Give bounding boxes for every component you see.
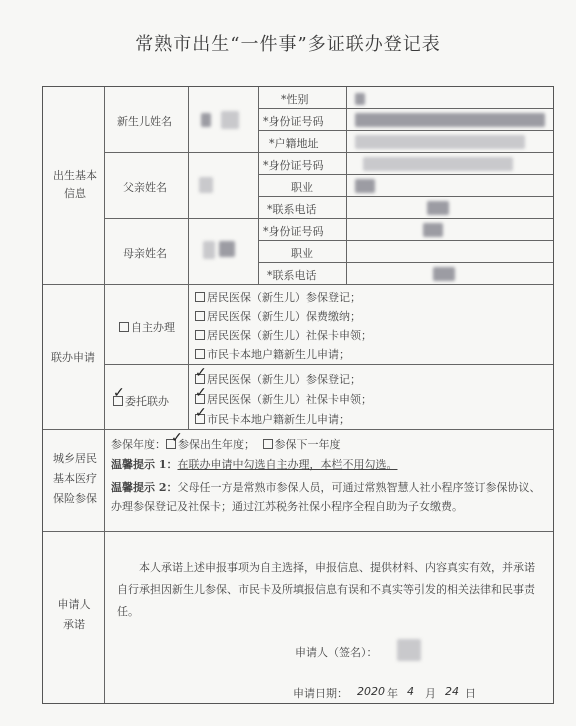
tip2-text: 父母任一方是常熟市参保人员，可通过常熟智慧人社小程序签订参保协议、办理参保登记及社保卡；通过江苏税务社保小程序全程自助为子女缴费。 bbox=[111, 481, 541, 513]
mother-id-redacted bbox=[423, 223, 443, 237]
opt-birth-year-label: 参保出生年度； bbox=[178, 438, 255, 451]
date-year: 2020 bbox=[357, 685, 385, 698]
entrust-item-1-label: 居民医保（新生儿）参保登记； bbox=[207, 373, 361, 386]
date-day: 24 bbox=[445, 685, 459, 698]
date-year-unit: 年 bbox=[387, 687, 398, 700]
section-insurance-label: 城乡居民基本医疗保险参保 bbox=[53, 452, 97, 505]
self-item-4[interactable] bbox=[195, 346, 350, 362]
entrust-label: 委托联办 bbox=[125, 395, 169, 408]
self-item-3-label: 居民医保（新生儿）社保卡申领； bbox=[207, 329, 372, 342]
entrust-item-1-checkmark: ✓ bbox=[195, 365, 207, 381]
opt-next-year-checkbox[interactable] bbox=[263, 439, 273, 449]
form-table bbox=[42, 86, 554, 704]
applicant-promise: 本人承诺上述申报事项为自主选择，申报信息、提供材料、内容真实有效，并承诺自行承担因新生儿参保、市民卡及所填报信息有误和不真实等引发的相关法律和民事责任。 bbox=[117, 561, 535, 618]
mother-name-redacted-2 bbox=[219, 241, 235, 257]
hukou-label: *户籍地址 bbox=[269, 137, 319, 150]
hukou-redacted bbox=[355, 135, 525, 149]
self-item-2-checkbox[interactable] bbox=[195, 311, 205, 321]
self-item-4-checkbox[interactable] bbox=[195, 349, 205, 359]
self-item-1-checkbox[interactable] bbox=[195, 292, 205, 302]
entrust-item-3-checkmark: ✓ bbox=[195, 405, 207, 421]
entrust-item-2[interactable] bbox=[195, 391, 372, 407]
father-name-label: 父亲姓名 bbox=[123, 181, 167, 194]
self-item-3-checkbox[interactable] bbox=[195, 330, 205, 340]
self-handle-option[interactable] bbox=[119, 319, 175, 335]
father-phone-redacted bbox=[427, 201, 449, 215]
opt-birth-year-checkmark: ✓ bbox=[171, 430, 183, 446]
gender-label: *性别 bbox=[281, 93, 309, 106]
mother-phone-redacted bbox=[433, 267, 455, 281]
father-phone-value-cell bbox=[347, 197, 553, 219]
mother-id-value-cell bbox=[347, 219, 553, 241]
entrust-checkmark: ✓ bbox=[113, 385, 125, 401]
self-item-4-label: 市民卡本地户籍新生儿申请； bbox=[207, 348, 350, 361]
entrust-item-1[interactable] bbox=[195, 371, 361, 387]
date-month-unit: 月 bbox=[425, 687, 436, 700]
newborn-id-redacted bbox=[355, 113, 545, 127]
insurance-year-row bbox=[111, 436, 341, 452]
mother-job-label: 职业 bbox=[291, 247, 313, 260]
mother-id-label: *身份证号码 bbox=[263, 225, 324, 238]
self-item-1[interactable] bbox=[195, 289, 361, 305]
section-birth-info-label: 出生基本信息 bbox=[53, 169, 97, 200]
self-item-2-label: 居民医保（新生儿）保费缴纳； bbox=[207, 310, 361, 323]
entrust-item-3-label: 市民卡本地户籍新生儿申请； bbox=[207, 413, 350, 426]
tip2-label: 温馨提示 2： bbox=[111, 481, 178, 494]
insurance-year-label: 参保年度： bbox=[111, 438, 166, 451]
father-job-value-cell bbox=[347, 175, 553, 197]
father-phone-label: *联系电话 bbox=[267, 203, 317, 216]
date-month: 4 bbox=[407, 685, 414, 698]
date-day-unit: 日 bbox=[465, 687, 476, 700]
gender-value-cell bbox=[347, 87, 553, 109]
entrust-item-3[interactable] bbox=[195, 411, 350, 427]
sign-label: 申请人（签名）： bbox=[295, 646, 378, 659]
self-item-1-label: 居民医保（新生儿）参保登记； bbox=[207, 291, 361, 304]
father-job-label: 职业 bbox=[291, 181, 313, 194]
father-job-redacted bbox=[355, 179, 375, 193]
section-applicant-label: 申请人承诺 bbox=[57, 598, 91, 631]
tip2-row bbox=[111, 478, 547, 516]
mother-job-value-cell bbox=[347, 241, 553, 263]
signature-redacted bbox=[397, 639, 421, 661]
entrust-item-2-checkmark: ✓ bbox=[195, 385, 207, 401]
newborn-name-label: 新生儿姓名 bbox=[117, 115, 172, 128]
section-joint-label: 联办申请 bbox=[51, 351, 95, 364]
newborn-name-redacted-2 bbox=[221, 111, 239, 129]
father-name-redacted bbox=[199, 177, 213, 193]
tip1-text: 在联办申请中勾选自主办理，本栏不用勾选。 bbox=[177, 458, 398, 471]
tip1-label: 温馨提示 1： bbox=[111, 458, 178, 471]
self-handle-label: 自主办理 bbox=[131, 321, 175, 334]
newborn-id-label: *身份证号码 bbox=[263, 115, 324, 128]
entrust-item-2-label: 居民医保（新生儿）社保卡申领； bbox=[207, 393, 372, 406]
opt-next-year-label: 参保下一年度 bbox=[274, 438, 341, 451]
self-item-3[interactable] bbox=[195, 327, 372, 343]
gender-redacted bbox=[355, 93, 365, 105]
mother-phone-label: *联系电话 bbox=[267, 269, 317, 282]
self-handle-checkbox[interactable] bbox=[119, 322, 129, 332]
newborn-name-redacted bbox=[201, 113, 211, 127]
form-title: 常熟市出生“一件事”多证联办登记表 bbox=[135, 34, 441, 55]
father-id-redacted bbox=[363, 157, 513, 171]
father-id-label: *身份证号码 bbox=[263, 159, 324, 172]
mother-name-redacted bbox=[203, 241, 215, 259]
self-item-2[interactable] bbox=[195, 308, 361, 324]
mother-name-label: 母亲姓名 bbox=[123, 247, 167, 260]
date-label: 申请日期： bbox=[293, 687, 348, 700]
tip1-row bbox=[111, 456, 397, 472]
